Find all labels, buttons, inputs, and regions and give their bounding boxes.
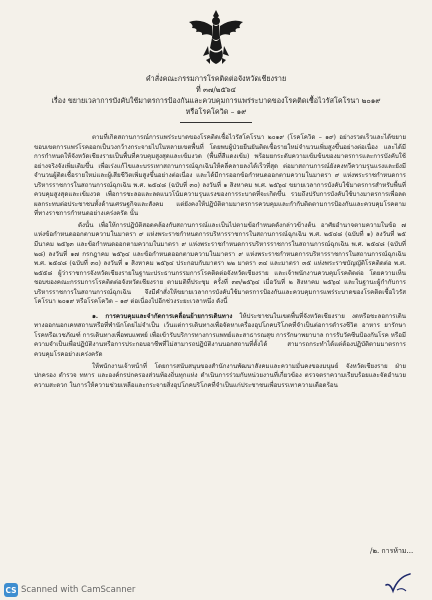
subject-line-2: หรือโรคโควิด – ๑๙ <box>185 107 247 116</box>
title-divider <box>180 122 252 123</box>
camscanner-text: Scanned with CamScanner <box>21 585 136 595</box>
order-number: ที่ ๓๗/๒๕๖๔ <box>196 85 236 94</box>
camscanner-logo-icon: CS <box>4 583 18 597</box>
item-1-heading: ๑. การควบคุมและจำกัดการเคลื่อนย้ายการเดินทาง <box>92 312 233 320</box>
garuda-emblem-icon <box>186 6 246 68</box>
document-title: คำสั่งคณะกรรมการโรคติดต่อจังหวัดเชียงราย <box>145 74 287 83</box>
item-1-text: ให้ประชาชนในเขตพื้นที่จังหวัดเชียงราย งดหรือชะลอการเดินทางออกนอกเคหสถานหรือที่พำนักโดยไม่จำเป็น เว้นแต่การเดินทางเพื่อจัดหาเครื่องอุปโภคบริโภคที่จำเป็นต่อการดำรงชีวิต อาหาร ยารักษาโรคหรือเวชภัณฑ์ การเดินทางเพื่อพบแพทย์ เพื่อเข้ารับบริการทางการแพทย์และสาธารณสุข การรักษาพยาบาล การรับวัคซีนป้องกันโรค หรือมีความจำเป็นเพื่อปฏิบัติงานหรือการประกอบอาชีพที่ไม่สามารถปฏิบัติงานนอกสถานที่ตั้งได้ สามารถกระทำได้แต่ต้องปฏิบัติตามมาตรการควบคุมโรคอย่างเคร่งครัด <box>34 312 406 359</box>
initial-signature-icon <box>383 572 413 594</box>
paragraph-background: ตามที่เกิดสถานการณ์การแพร่ระบาดของโรคติดเชื้อไวรัสโคโรนา ๒๐๑๙ (โรคโควิด – ๑๙) อย่างรวดเร็วและได้ขยายขอบเขตการแพร่โรคออกเป็นวงกว้างกระจายไปในหลายเขตพื้นที่ โดยพบผู้ป่วยยืนยันติดเชื้อรายใหม่จำนวนเพิ่มสูงขึ้นอย่างต่อเนื่อง และได้มีการกำหนดให้จังหวัดเชียงรายเป็นพื้นที่ควบคุมสูงสุดและเข้มงวด (พื้นที่สีแดงเข้ม) พร้อมยกระดับความเข้มข้นของมาตรการและการบังคับใช้อย่างจริงจังเพิ่มเติมขึ้น เพื่อเร่งแก้ไขและบรรเทาสถานการณ์ฉุกเฉินให้คลี่คลายลงได้เร็วที่สุด ต่อมาสถานการณ์ยังคงทวีความรุนแรงและยังมีจำนวนผู้ติดเชื้อรายใหม่และผู้เสียชีวิตเพิ่มสูงขึ้นอย่างต่อเนื่อง และได้มีการออกข้อกำหนดออกตามความในมาตรา ๙ แห่งพระราชกำหนดการบริหารราชการในสถานการณ์ฉุกเฉิน พ.ศ. ๒๕๔๘ (ฉบับที่ ๓๐) ลงวันที่ ๑ สิงหาคม พ.ศ. ๒๕๖๔ ขยายเวลาการบังคับใช้มาตรการสำหรับพื้นที่ควบคุมสูงสุดและเข้มงวด เพื่อการชะลอและลดแนวโน้มความรุนแรงของการระบาดที่จะเกิดขึ้น รวมถึงปรับการบังคับใช้บางมาตรการเพื่อลดผลกระทบต่อประชาชนทั้งด้านเศรษฐกิจและสังคม แต่ยังคงให้ปฏิบัติตามมาตรการควบคุมและกำกับติดตามการป้องกันและควบคุมโรคตามที่ทางราชการกำหนดอย่างเคร่งครัด นั้น <box>34 134 406 218</box>
paragraph-authority: ดังนั้น เพื่อให้การปฏิบัติสอดคล้องกับสถานการณ์และเป็นไปตามข้อกำหนดดังกล่าวข้างต้น อาศัยอำนาจตามความในข้อ ๗ แห่งข้อกำหนดออกตามความในมาตรา ๙ แห่งพระราชกำหนดการบริหารราชการในสถานการณ์ฉุกเฉิน พ.ศ. ๒๕๔๘ (ฉบับที่ ๑) ลงวันที่ ๒๕ มีนาคม ๒๕๖๓ และข้อกำหนดออกตามความในมาตรา ๙ แห่งพระราชกำหนดการบริหารราชการในสถานการณ์ฉุกเฉิน พ.ศ. ๒๕๔๘ (ฉบับที่ ๒๘) ลงวันที่ ๑๗ กรกฎาคม ๒๕๖๔ และข้อกำหนดออกตามความในมาตรา ๙ แห่งพระราชกำหนดการบริหารราชการในสถานการณ์ฉุกเฉิน พ.ศ. ๒๕๔๘ (ฉบับที่ ๓๐) ลงวันที่ ๑ สิงหาคม ๒๕๖๔ ประกอบกับมาตรา ๒๒ มาตรา ๓๔ และมาตรา ๓๕ แห่งพระราชบัญญัติโรคติดต่อ พ.ศ. ๒๕๕๘ ผู้ว่าราชการจังหวัดเชียงรายในฐานะประธานกรรมการโรคติดต่อจังหวัดเชียงราย และเจ้าพนักงานควบคุมโรคติดต่อ โดยความเห็นชอบของคณะกรรมการโรคติดต่อจังหวัดเชียงราย ตามมติที่ประชุม ครั้งที่ ๓๓/๒๕๖๔ เมื่อวันที่ ๒ สิงหาคม ๒๕๖๔ และในฐานะผู้กำกับการบริหารราชการในสถานการณ์ฉุกเฉิน จึงมีคำสั่งให้ขยายเวลาการบังคับใช้มาตรการป้องกันและควบคุมการแพร่ระบาดของโรคติดเชื้อไวรัสโคโรนา ๒๐๑๙ หรือโรคโควิด – ๑๙ ต่อเนื่องไปอีกช่วงระยะเวลาหนึ่ง ดังนี้ <box>34 221 406 306</box>
camscanner-watermark <box>4 582 135 598</box>
item-1 <box>34 312 406 360</box>
subject-line-1: เรื่อง ขยายเวลาการบังคับใช้มาตรการป้องกันและควบคุมการแพร่ระบาดของโรคติดเชื้อไวรัสโคโรนา ๒๐๑๙ <box>51 96 381 105</box>
document-body <box>34 133 406 390</box>
paragraph-officers: ให้พนักงานเจ้าหน้าที่ โดยการสนับสนุนของสำนักงานพัฒนาสังคมและความมั่นคงของมนุษย์ จังหวัดเชียงราย ฝ่ายปกครอง ตำรวจ ทหาร และองค์กรปกครองส่วนท้องถิ่นทุกแห่ง ดำเนินการร่วมกับหน่วยงานที่เกี่ยวข้อง ตรวจตราความเรียบร้อยและจัดอำนวยความสะดวก ในการให้ความช่วยเหลือและกระจายสิ่งอุปโภคบริโภคที่จำเป็นแก่ประชาชนเพื่อบรรเทาความเดือดร้อน <box>34 362 406 389</box>
continued-marker: /๒. การห้าม... <box>370 547 414 555</box>
